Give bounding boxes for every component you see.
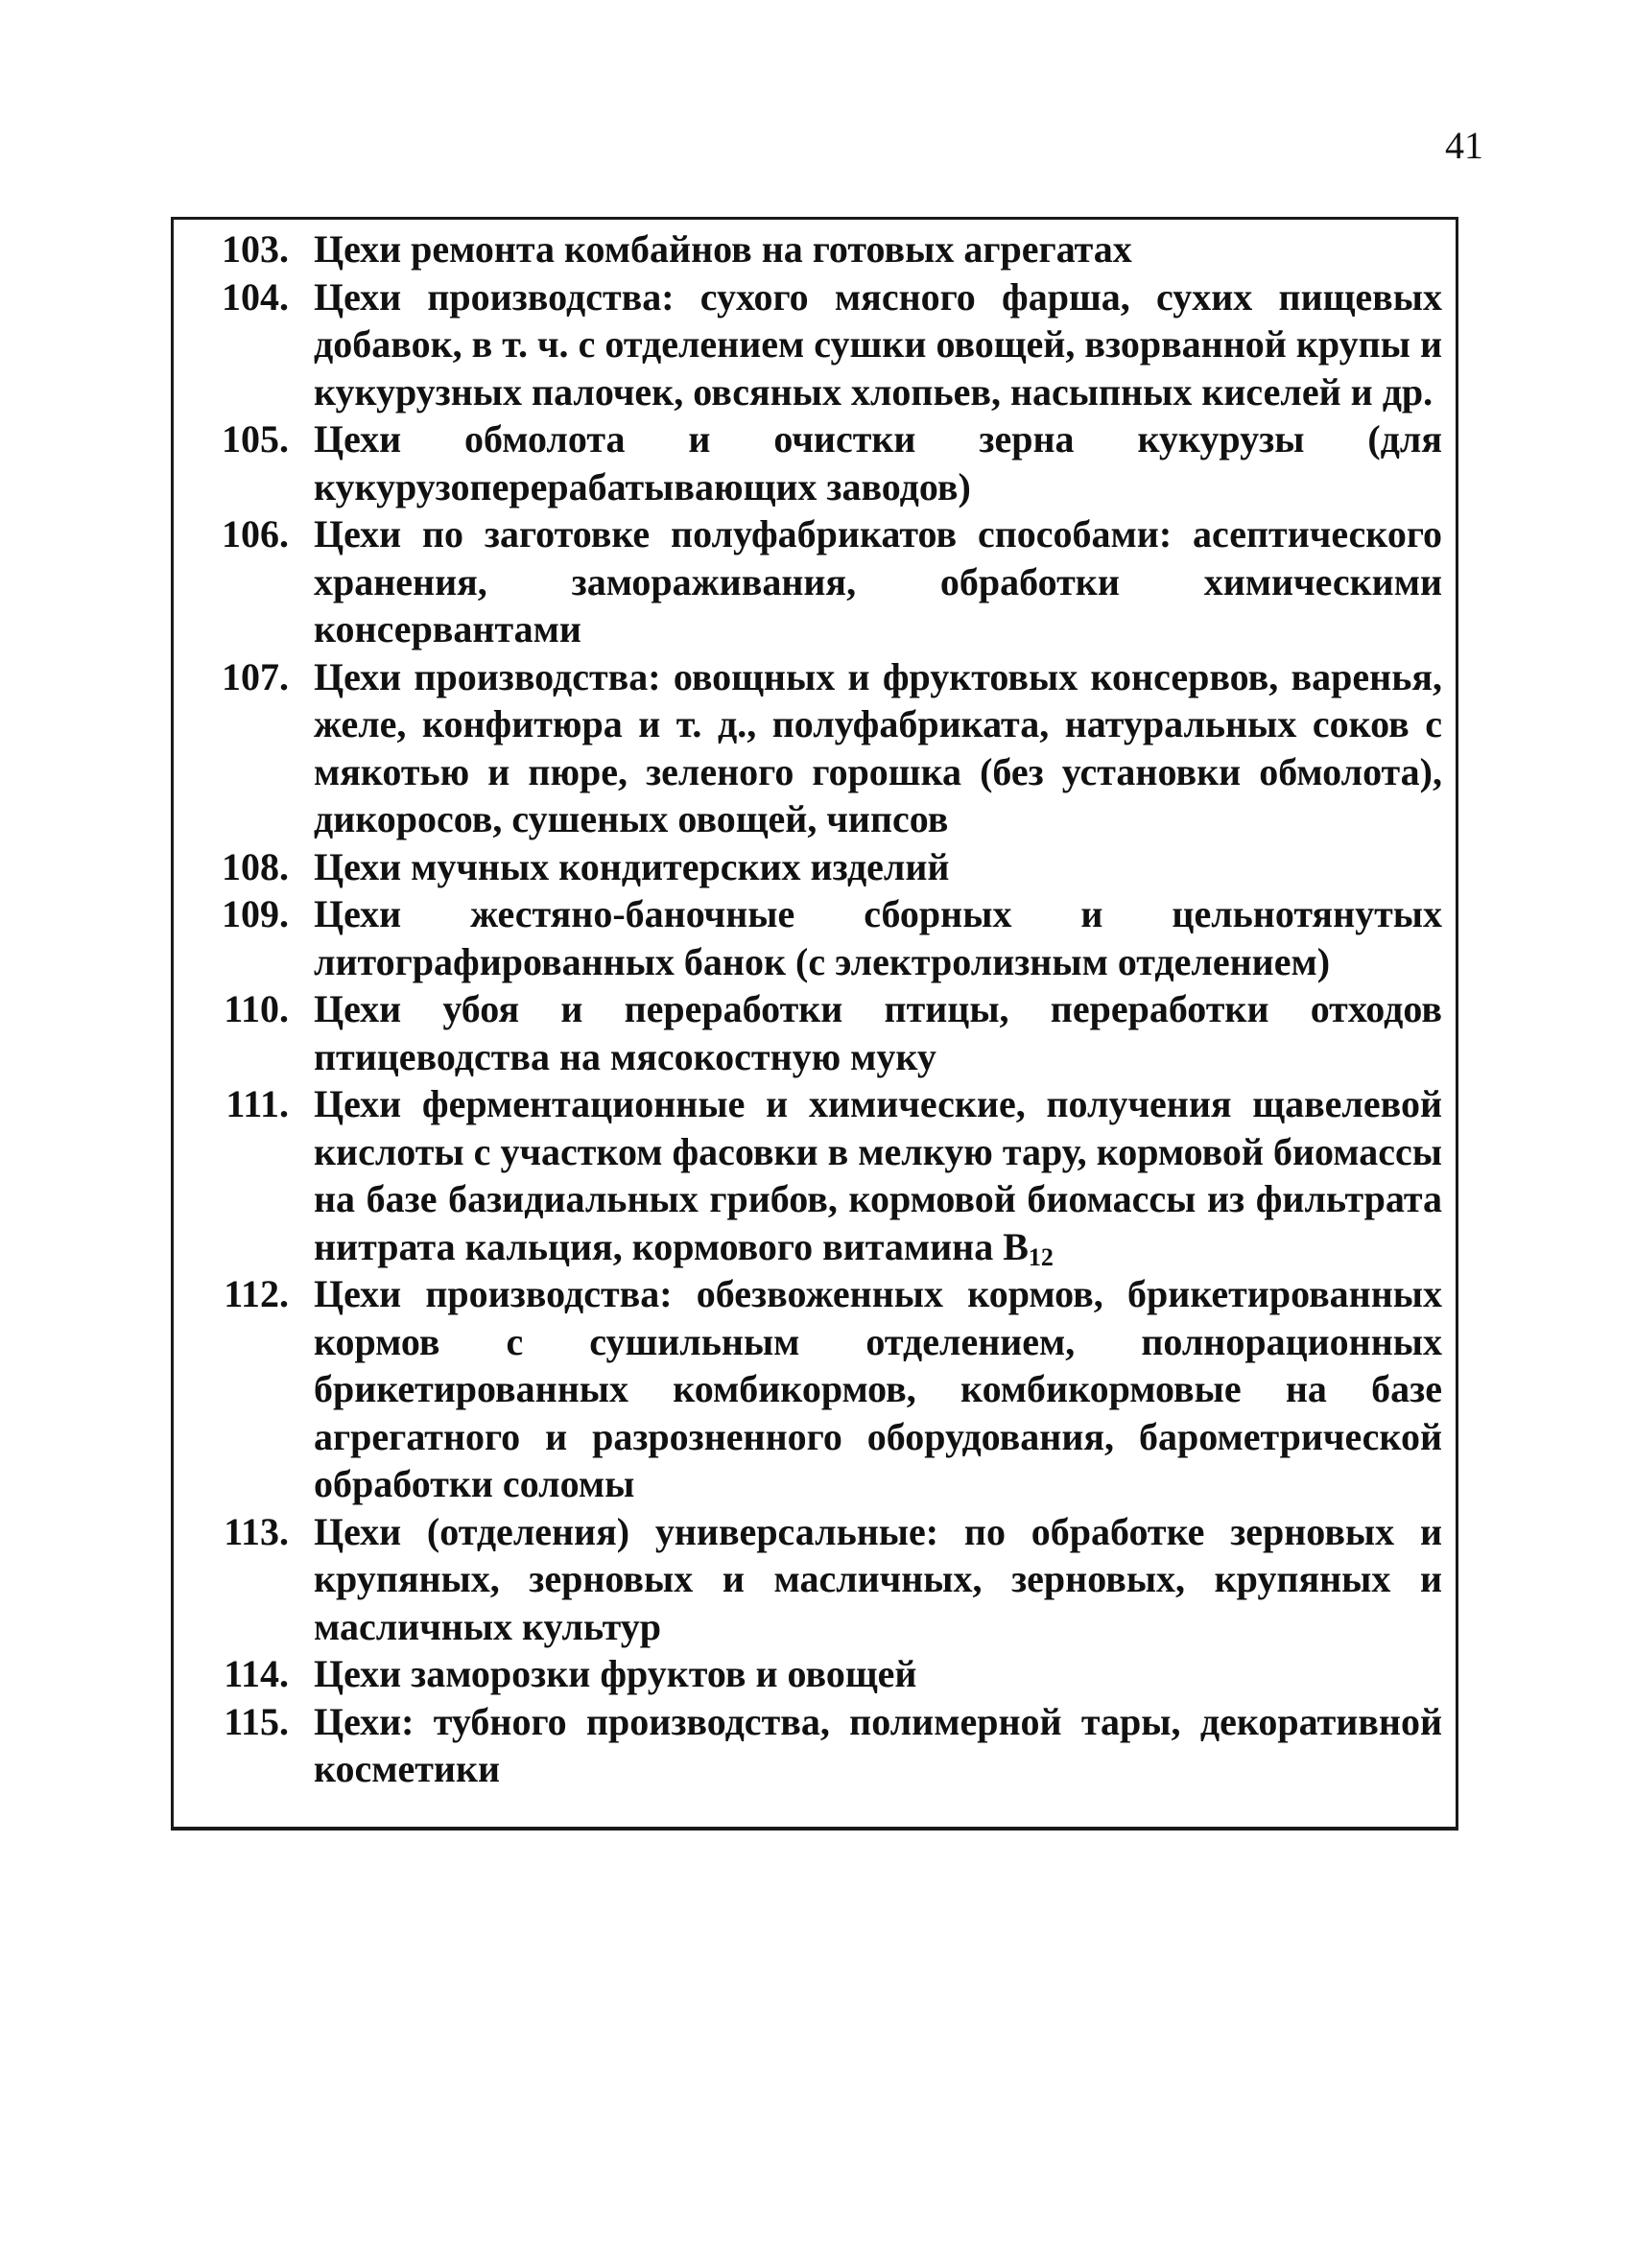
list-item: [174, 985, 1442, 1080]
item-number: 115.: [224, 1699, 289, 1743]
item-text: Цехи ремонта комбайнов на готовых агрегатах: [314, 227, 1132, 271]
list-item: [174, 843, 1442, 891]
page-number: 41: [1445, 124, 1483, 167]
item-text: Цехи: тубного производства, полимерной тары, декоративной косметики: [314, 1699, 1442, 1790]
list-item: [174, 225, 1442, 273]
item-number: 105.: [222, 417, 289, 461]
item-text: Цехи ферментационные и химические, получения щавелевой кислоты с участком фасовки в мелкую тару, кормовой биомассы на базе базидиальных грибов, кормовой биомассы из фильтрата нитрата кальция, кормового витамина B: [314, 1082, 1442, 1268]
item-number: 107.: [222, 654, 289, 698]
list-item: [174, 273, 1442, 416]
item-number: 106.: [222, 512, 289, 555]
item-text: Цехи убоя и переработки птицы, переработки отходов птицеводства на мясокостную муку: [314, 987, 1442, 1078]
list-item: [174, 1508, 1442, 1651]
item-number: 114.: [224, 1652, 289, 1695]
item-number: 104.: [222, 274, 289, 319]
list-item: [174, 1650, 1442, 1698]
list-item: [174, 653, 1442, 843]
item-number: 111.: [225, 1082, 289, 1125]
item-number: 109.: [222, 892, 289, 935]
item-number: 110.: [224, 987, 289, 1030]
list-item: [174, 890, 1442, 985]
item-number: 108.: [222, 844, 289, 888]
list-item: [174, 510, 1442, 653]
subscript: 12: [1028, 1242, 1054, 1271]
list-item: [174, 1080, 1442, 1270]
item-text: Цехи жестяно-баночные сборных и цельнотянутых литографированных банок (с электролизным отделением): [314, 892, 1442, 983]
item-text-container: [314, 1080, 1442, 1270]
list-item: [174, 1270, 1442, 1508]
item-text: Цехи производства: сухого мясного фарша, сухих пищевых добавок, в т. ч. с отделением сушки овощей, взорванной крупы и кукурузных палочек, овсяных хлопьев, насыпных киселей и др.: [314, 274, 1442, 413]
item-text: Цехи производства: овощных и фруктовых консервов, варенья, желе, конфитюра и т. д., полуфабриката, натуральных соков с мякотью и пюре, зеленого горошка (без установки обмолота), дикоросов, сушеных овощей, чипсов: [314, 654, 1442, 840]
item-number: 113.: [224, 1509, 289, 1553]
item-text: Цехи производства: обезвоженных кормов, брикетированных кормов с сушильным отделением, полнорационных брикетированных комбикормов, комбикормовые на базе агрегатного и разрозненного оборудования, барометрической обработки соломы: [314, 1272, 1442, 1505]
item-text: Цехи мучных кондитерских изделий: [314, 844, 950, 888]
item-text: Цехи (отделения) универсальные: по обработке зерновых и крупяных, зерновых и масличных, зерновых, крупяных и масличных культур: [314, 1509, 1442, 1648]
list-item: [174, 415, 1442, 510]
list-item: [174, 1698, 1442, 1793]
item-text: Цехи обмолота и очистки зерна кукурузы (для кукурузоперерабатывающих заводов): [314, 417, 1442, 508]
list-frame: [171, 217, 1458, 1831]
item-number: 112.: [224, 1272, 289, 1315]
item-text: Цехи заморозки фруктов и овощей: [314, 1652, 917, 1695]
item-number: 103.: [222, 227, 289, 271]
item-text: Цехи по заготовке полуфабрикатов способами: асептического хранения, замораживания, обработки химическими консервантами: [314, 512, 1442, 650]
